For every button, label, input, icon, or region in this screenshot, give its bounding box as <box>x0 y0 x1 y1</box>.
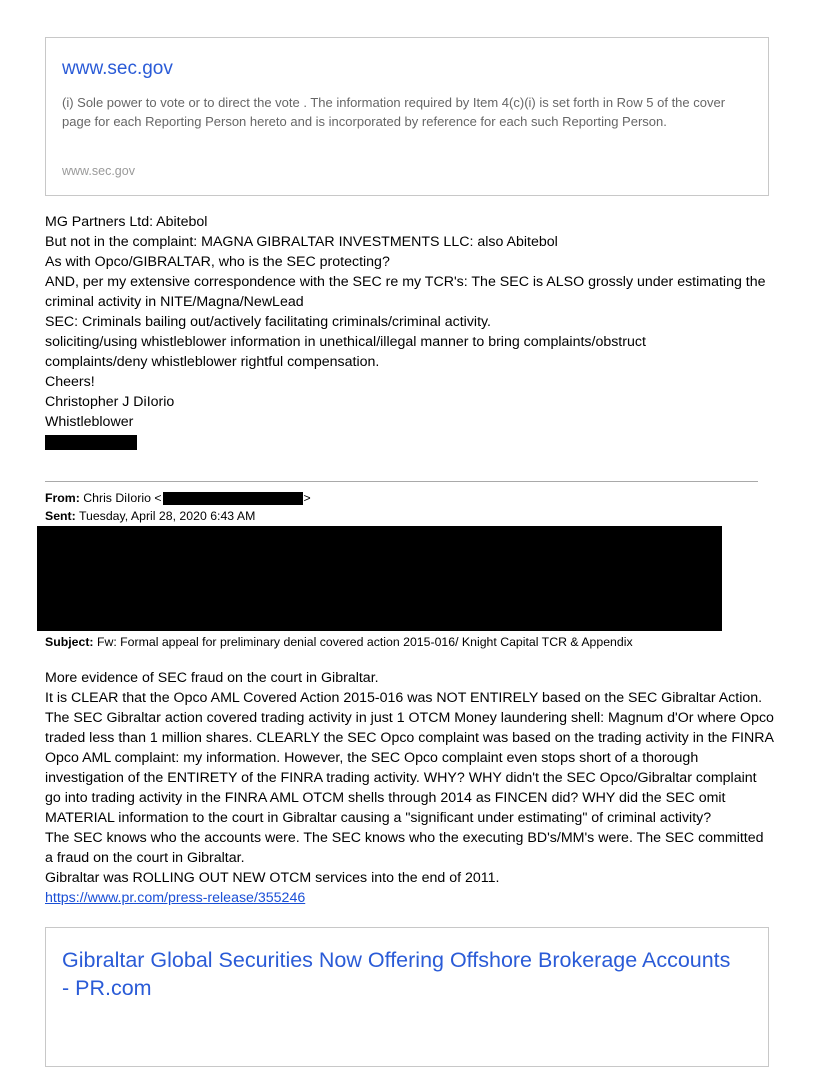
subject-line <box>45 634 633 651</box>
sent-label: Sent: <box>45 509 76 523</box>
subject-value: Fw: Formal appeal for preliminary denial covered action 2015-016/ Knight Capital TCR & Appendix <box>96 635 633 649</box>
signature-name: Christopher J DiIorio <box>45 394 175 410</box>
body-line: Gibraltar was ROLLING OUT NEW OTCM services into the end of 2011. <box>45 870 500 886</box>
body-line: More evidence of SEC fraud on the court in Gibraltar. <box>45 670 379 686</box>
redaction-block <box>163 492 303 505</box>
subject-label: Subject: <box>45 635 94 649</box>
body-paragraph: soliciting/using whistleblower information in unethical/illegal manner to bring complaints/obstruct complaints/deny whistleblower rightful compensation. <box>45 334 646 370</box>
body-line: SEC: Criminals bailing out/actively facilitating criminals/criminal activity. <box>45 314 491 330</box>
body-line: MG Partners Ltd: Abitebol <box>45 214 208 230</box>
card-title[interactable]: Gibraltar Global Securities Now Offering Offshore Brokerage Accounts - PR.com <box>62 948 731 1000</box>
link-preview-card-sec[interactable] <box>45 37 769 196</box>
signature-title: Whistleblower <box>45 414 134 430</box>
from-end: > <box>303 491 311 505</box>
message-body-forwarded <box>45 668 775 908</box>
from-line <box>45 490 311 507</box>
body-paragraph: It is CLEAR that the Opco AML Covered Action 2015-016 was NOT ENTIRELY based on the SEC Gibraltar Action. The SEC Gibraltar action covered trading activity in just 1 OTCM Money laundering shell: Magnum d'Or where Opco traded less than 1 million shares. CLEARLY the SEC Opco complaint was based on the trading activity in the FINRA Opco AML complaint: my information. However, the SEC Opco complaint even stops short of a thorough investigation of the ENTIRETY of the FINRA trading activity. WHY? WHY didn't the SEC Opco/Gibraltar complaint go into trading activity in the FINRA AML OTCM shells through 2014 as FINCEN did? WHY did the SEC omit MATERIAL information to the court in Gibraltar causing a "significant under estimating" of criminal activity? <box>45 690 774 826</box>
card-description: (i) Sole power to vote or to direct the vote . The information required by Item 4(c)(i) is set forth in Row 5 of the cover page for each Reporting Person hereto and is incorporated by reference for each such Reporting Person. <box>62 95 726 129</box>
body-paragraph: AND, per my extensive correspondence with the SEC re my TCR's: The SEC is ALSO grossly under estimating the criminal activity in NITE/Magna/NewLead <box>45 274 766 310</box>
card-site: www.sec.gov <box>62 164 135 178</box>
redaction-block <box>45 435 137 450</box>
body-line: As with Opco/GIBRALTAR, who is the SEC protecting? <box>45 254 390 270</box>
closing-line: Cheers! <box>45 374 95 390</box>
redaction-block <box>37 526 722 631</box>
from-name: Chris DiIorio < <box>83 491 162 505</box>
sent-line <box>45 508 255 525</box>
body-line: But not in the complaint: MAGNA GIBRALTAR INVESTMENTS LLC: also Abitebol <box>45 234 558 250</box>
link-preview-card-prcom[interactable] <box>45 927 769 1067</box>
message-body-top <box>45 212 775 450</box>
card-title[interactable]: www.sec.gov <box>62 58 173 79</box>
press-release-link[interactable]: https://www.pr.com/press-release/355246 <box>45 890 306 906</box>
divider <box>45 481 758 482</box>
body-paragraph: The SEC knows who the accounts were. The SEC knows who the executing BD's/MM's were. The SEC committed a fraud on the court in Gibraltar. <box>45 830 764 866</box>
sent-value: Tuesday, April 28, 2020 6:43 AM <box>78 509 256 523</box>
from-label: From: <box>45 491 80 505</box>
